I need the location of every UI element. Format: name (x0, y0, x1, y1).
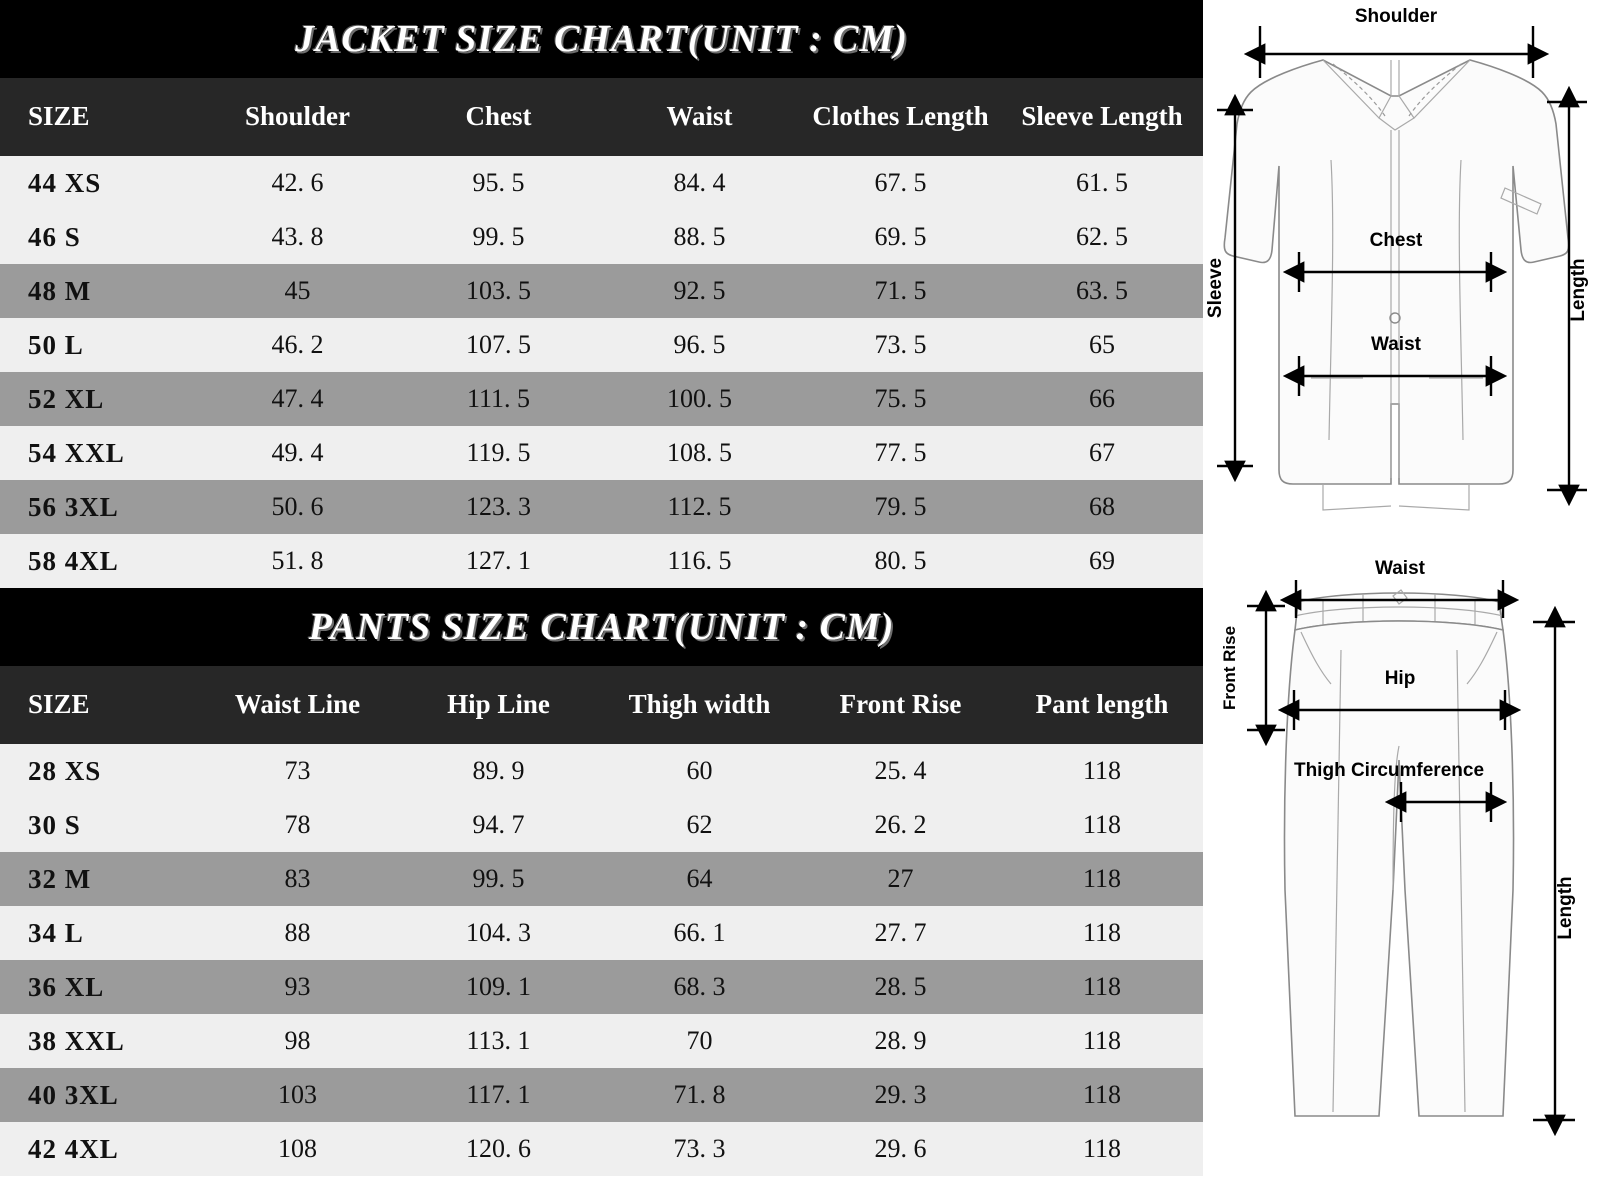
cell-chest: 119. 5 (398, 426, 599, 480)
cell-waist: 116. 5 (599, 534, 800, 588)
cell-front-rise: 29. 6 (800, 1122, 1001, 1176)
pants-header-front-rise: Front Rise (800, 666, 1001, 744)
cell-chest: 127. 1 (398, 534, 599, 588)
cell-front-rise: 27 (800, 852, 1001, 906)
cell-sleeve-length: 65 (1001, 318, 1203, 372)
cell-thigh-width: 73. 3 (599, 1122, 800, 1176)
cell-hip-line: 99. 5 (398, 852, 599, 906)
table-row (0, 372, 1203, 426)
cell-hip-line: 113. 1 (398, 1014, 599, 1068)
cell-size: 48 M (0, 264, 197, 318)
table-row (0, 534, 1203, 588)
cell-sleeve-length: 63. 5 (1001, 264, 1203, 318)
front-rise-dimension (1220, 606, 1285, 730)
cell-size: 36 XL (0, 960, 197, 1014)
cell-pant-length: 118 (1001, 1014, 1203, 1068)
cell-size: 52 XL (0, 372, 197, 426)
cell-waist: 88. 5 (599, 210, 800, 264)
cell-waist-line: 73 (197, 744, 398, 798)
pants-length-dimension (1533, 622, 1576, 1120)
jacket-measurement-diagram (1203, 0, 1600, 560)
cell-hip-line: 89. 9 (398, 744, 599, 798)
cell-front-rise: 27. 7 (800, 906, 1001, 960)
thigh-label: Thigh Circumference (1293, 760, 1485, 781)
cell-waist: 96. 5 (599, 318, 800, 372)
sleeve-label: Sleeve (1205, 257, 1226, 319)
table-row (0, 906, 1203, 960)
cell-pant-length: 118 (1001, 1068, 1203, 1122)
cell-size: 54 XXL (0, 426, 197, 480)
cell-thigh-width: 68. 3 (599, 960, 800, 1014)
jacket-title-bar (0, 0, 1203, 78)
cell-pant-length: 118 (1001, 906, 1203, 960)
table-row (0, 426, 1203, 480)
cell-clothes-length: 77. 5 (800, 426, 1001, 480)
cell-pant-length: 118 (1001, 798, 1203, 852)
table-row (0, 1068, 1203, 1122)
front-rise-label: Front Rise (1220, 625, 1239, 711)
jacket-title: JACKET SIZE CHART(UNIT : CM) (295, 18, 908, 60)
cell-size: 38 XXL (0, 1014, 197, 1068)
cell-hip-line: 94. 7 (398, 798, 599, 852)
cell-thigh-width: 64 (599, 852, 800, 906)
jacket-header-sleeve-length: Sleeve Length (1001, 78, 1203, 156)
cell-clothes-length: 79. 5 (800, 480, 1001, 534)
waist-label: Waist (1371, 334, 1421, 355)
cell-hip-line: 104. 3 (398, 906, 599, 960)
cell-size: 42 4XL (0, 1122, 197, 1176)
cell-chest: 95. 5 (398, 156, 599, 210)
cell-clothes-length: 69. 5 (800, 210, 1001, 264)
jacket-header-size: SIZE (0, 78, 197, 156)
cell-clothes-length: 67. 5 (800, 156, 1001, 210)
table-row (0, 1014, 1203, 1068)
table-row (0, 1122, 1203, 1176)
cell-front-rise: 28. 9 (800, 1014, 1001, 1068)
cell-front-rise: 25. 4 (800, 744, 1001, 798)
cell-pant-length: 118 (1001, 744, 1203, 798)
cell-waist: 84. 4 (599, 156, 800, 210)
cell-thigh-width: 60 (599, 744, 800, 798)
cell-size: 32 M (0, 852, 197, 906)
cell-sleeve-length: 68 (1001, 480, 1203, 534)
table-row (0, 210, 1203, 264)
pants-header-waist-line: Waist Line (197, 666, 398, 744)
cell-pant-length: 118 (1001, 960, 1203, 1014)
cell-shoulder: 51. 8 (197, 534, 398, 588)
jacket-header-chest: Chest (398, 78, 599, 156)
jacket-header-clothes-length: Clothes Length (800, 78, 1001, 156)
diagrams-column (1203, 0, 1600, 1200)
table-row (0, 744, 1203, 798)
cell-size: 28 XS (0, 744, 197, 798)
cell-shoulder: 43. 8 (197, 210, 398, 264)
cell-thigh-width: 66. 1 (599, 906, 800, 960)
cell-waist: 112. 5 (599, 480, 800, 534)
pants-header-row (0, 666, 1203, 744)
cell-size: 50 L (0, 318, 197, 372)
cell-size: 56 3XL (0, 480, 197, 534)
cell-size: 34 L (0, 906, 197, 960)
cell-size: 44 XS (0, 156, 197, 210)
cell-thigh-width: 71. 8 (599, 1068, 800, 1122)
cell-sleeve-length: 62. 5 (1001, 210, 1203, 264)
table-row (0, 264, 1203, 318)
cell-pant-length: 118 (1001, 1122, 1203, 1176)
cell-front-rise: 28. 5 (800, 960, 1001, 1014)
cell-hip-line: 117. 1 (398, 1068, 599, 1122)
cell-sleeve-length: 69 (1001, 534, 1203, 588)
pants-waist-label: Waist (1375, 560, 1425, 579)
cell-thigh-width: 70 (599, 1014, 800, 1068)
cell-shoulder: 46. 2 (197, 318, 398, 372)
cell-size: 40 3XL (0, 1068, 197, 1122)
cell-size: 46 S (0, 210, 197, 264)
cell-chest: 103. 5 (398, 264, 599, 318)
table-row (0, 798, 1203, 852)
pants-length-label: Length (1555, 876, 1576, 940)
cell-waist-line: 83 (197, 852, 398, 906)
cell-waist-line: 78 (197, 798, 398, 852)
table-row (0, 318, 1203, 372)
cell-chest: 99. 5 (398, 210, 599, 264)
cell-sleeve-length: 61. 5 (1001, 156, 1203, 210)
cell-chest: 107. 5 (398, 318, 599, 372)
table-row (0, 960, 1203, 1014)
cell-shoulder: 47. 4 (197, 372, 398, 426)
table-row (0, 156, 1203, 210)
cell-waist: 108. 5 (599, 426, 800, 480)
cell-shoulder: 50. 6 (197, 480, 398, 534)
pants-measurement-diagram (1203, 560, 1600, 1180)
pants-header-size: SIZE (0, 666, 197, 744)
cell-clothes-length: 73. 5 (800, 318, 1001, 372)
jacket-header-waist: Waist (599, 78, 800, 156)
length-label: Length (1568, 258, 1589, 322)
cell-waist: 92. 5 (599, 264, 800, 318)
cell-waist-line: 98 (197, 1014, 398, 1068)
jacket-diagram-svg (1203, 0, 1600, 560)
cell-waist-line: 88 (197, 906, 398, 960)
pants-hip-label: Hip (1384, 668, 1416, 689)
cell-clothes-length: 71. 5 (800, 264, 1001, 318)
cell-size: 30 S (0, 798, 197, 852)
jacket-size-table (0, 78, 1203, 588)
cell-hip-line: 120. 6 (398, 1122, 599, 1176)
cell-clothes-length: 80. 5 (800, 534, 1001, 588)
pants-title-bar (0, 588, 1203, 666)
pants-size-table (0, 666, 1203, 1176)
pants-header-pant-length: Pant length (1001, 666, 1203, 744)
cell-thigh-width: 62 (599, 798, 800, 852)
cell-sleeve-length: 67 (1001, 426, 1203, 480)
cell-shoulder: 45 (197, 264, 398, 318)
cell-waist-line: 108 (197, 1122, 398, 1176)
table-row (0, 480, 1203, 534)
cell-shoulder: 42. 6 (197, 156, 398, 210)
shoulder-label: Shoulder (1354, 6, 1438, 27)
pants-diagram-svg (1203, 560, 1600, 1180)
cell-pant-length: 118 (1001, 852, 1203, 906)
jacket-header-row (0, 78, 1203, 156)
pants-title: PANTS SIZE CHART(UNIT : CM) (308, 606, 895, 648)
cell-front-rise: 29. 3 (800, 1068, 1001, 1122)
table-row (0, 852, 1203, 906)
pants-header-hip-line: Hip Line (398, 666, 599, 744)
jacket-illustration (1224, 60, 1568, 510)
jacket-header-shoulder: Shoulder (197, 78, 398, 156)
cell-sleeve-length: 66 (1001, 372, 1203, 426)
cell-hip-line: 109. 1 (398, 960, 599, 1014)
cell-waist: 100. 5 (599, 372, 800, 426)
cell-clothes-length: 75. 5 (800, 372, 1001, 426)
cell-waist-line: 93 (197, 960, 398, 1014)
cell-chest: 123. 3 (398, 480, 599, 534)
cell-chest: 111. 5 (398, 372, 599, 426)
cell-waist-line: 103 (197, 1068, 398, 1122)
cell-front-rise: 26. 2 (800, 798, 1001, 852)
pants-header-thigh-width: Thigh width (599, 666, 800, 744)
cell-size: 58 4XL (0, 534, 197, 588)
cell-shoulder: 49. 4 (197, 426, 398, 480)
chest-label: Chest (1369, 230, 1423, 251)
